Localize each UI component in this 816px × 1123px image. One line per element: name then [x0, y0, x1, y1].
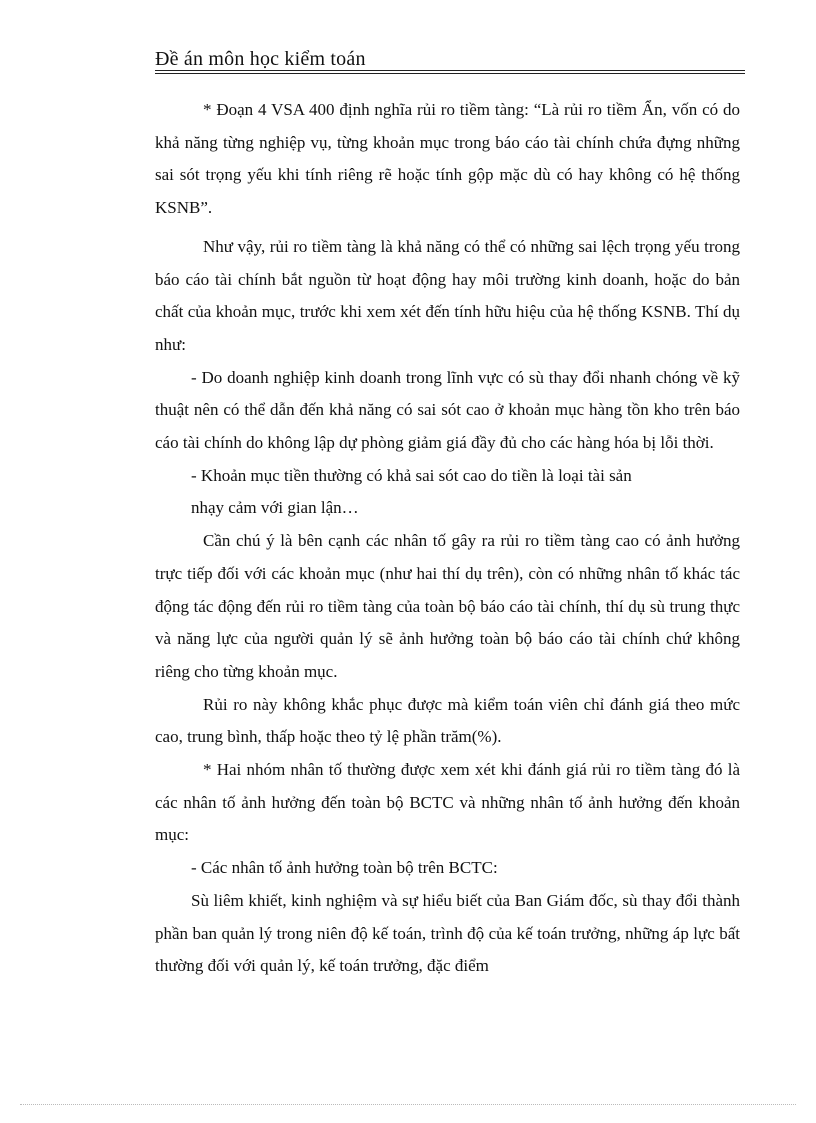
- paragraph-risk-assessment: Rủi ro này không khắc phục được mà kiểm toán viên chỉ đánh giá theo mức cao, trung bình, thấp hoặc theo tỷ lệ phần trăm(%).: [155, 694, 740, 747]
- paragraph-note: Cần chú ý là bên cạnh các nhân tố gây ra rủi ro tiềm tàng cao có ảnh hưởng trực tiếp đối với các khoản mục (như hai thí dụ trên), còn có những nhân tố khác tác động tác động đến rủi ro tiềm tàng của toàn bộ báo cáo tài chính, thí dụ sù trung thực và năng lực của người quản lý sẽ ảnh hưởng toàn bộ báo cáo tài chính chứ không riêng cho từng khoản mục.: [155, 531, 740, 681]
- bullet-example-2: - Khoản mục tiền thường có khả sai sót cao do tiền là loại tài sản: [191, 465, 632, 485]
- body-text: [155, 94, 740, 983]
- paragraph-factor-groups: * Hai nhóm nhân tố thường được xem xét khi đánh giá rủi ro tiềm tàng đó là các nhân tố ảnh hưởng đến toàn bộ BCTC và những nhân tố ảnh hưởng đến khoản mục:: [155, 760, 740, 845]
- bullet-example-1: - Do doanh nghiệp kinh doanh trong lĩnh vực có sù thay đổi nhanh chóng về kỹ thuật nên có thể dẫn đến khả năng có sai sót cao ở khoản mục hàng tồn kho trên báo cáo tài chính do không lập dự phòng giảm giá đầy đủ cho các hàng hóa bị lỗi thời.: [155, 367, 740, 453]
- paragraph-definition: * Đoạn 4 VSA 400 định nghĩa rủi ro tiềm tàng: “Là rủi ro tiềm Ẩn, vốn có do khả năng từng nghiệp vụ, từng khoản mục trong báo cáo tài chính chứa đựng những sai sót trọng yếu khi tính riêng rẽ hoặc tính gộp mặc dù có hay không có hệ thống KSNB”.: [155, 100, 740, 218]
- bullet-overall-factors: - Các nhân tố ảnh hưởng toàn bộ trên BCTC:: [191, 858, 498, 878]
- header-rule-top: [155, 70, 745, 71]
- paragraph-explanation: Như vậy, rủi ro tiềm tàng là khả năng có thể có những sai lệch trọng yếu trong báo cáo tài chính bắt nguồn từ hoạt động hay môi trường kinh doanh, hoặc do bản chất của khoản mục, trước khi xem xét đến tính hữu hiệu của hệ thống KSNB. Thí dụ như:: [155, 236, 740, 354]
- header-rule-bottom: [155, 73, 745, 74]
- page-footer-divider: [20, 1104, 796, 1105]
- document-title: Đề án môn học kiểm toán: [155, 48, 366, 70]
- bullet-example-2-tail: nhạy cảm với gian lận…: [191, 498, 359, 518]
- paragraph-overall-factors-detail: Sù liêm khiết, kinh nghiệm và sự hiểu biết của Ban Giám đốc, sù thay đổi thành phần ban quản lý trong niên độ kế toán, trình độ của kế toán trưởng, những áp lực bất thường đối với quản lý, kế toán trưởng, đặc điểm: [155, 890, 740, 976]
